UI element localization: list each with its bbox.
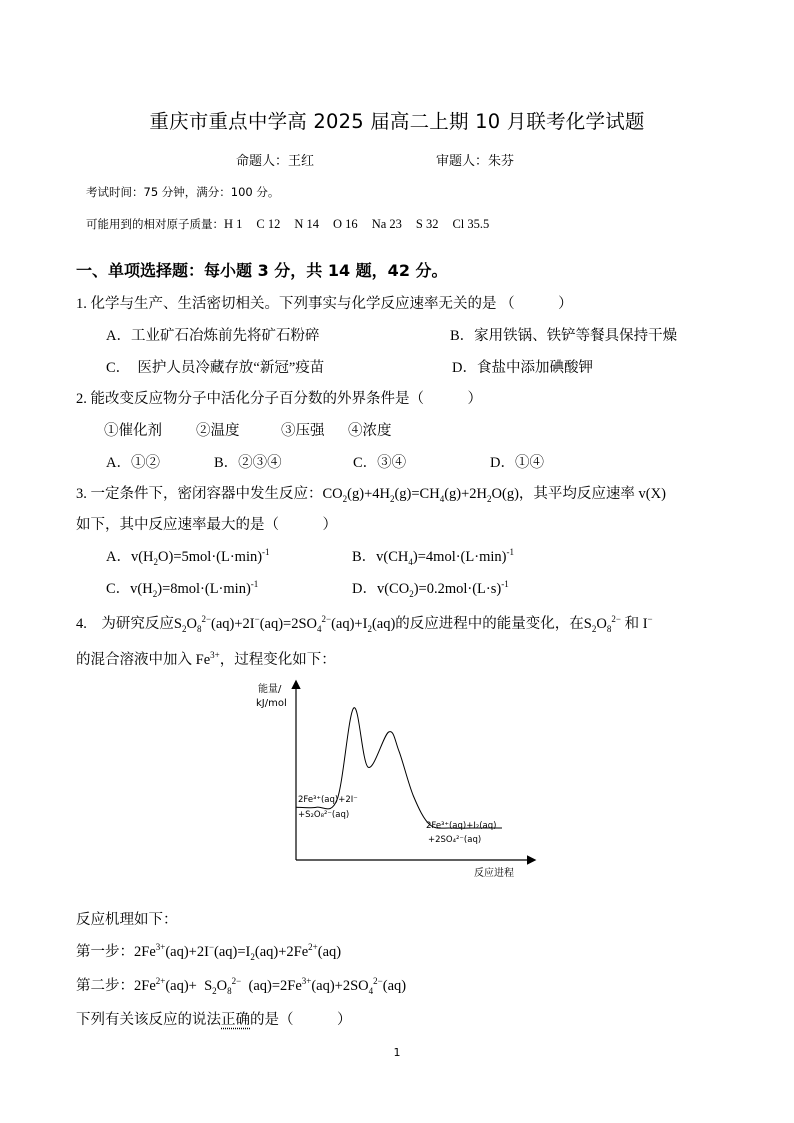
- q4-line2-suffix: ，过程变化如下：: [219, 652, 336, 668]
- q3-option-d: D．$v(CO_2)=0.2mol\cdot(L\cdot s)^{-1}$: [352, 579, 509, 599]
- q4-ion: $S_2O_8^{2-}$: [583, 614, 621, 634]
- q3-stem-prefix: 3. 一定条件下，密闭容器中发生反应：: [76, 486, 323, 502]
- products-label: 2Fe³⁺(aq)+I₂(aq): [426, 821, 497, 831]
- q1-option-a: A．工业矿石冶炼前先将矿石粉碎: [106, 328, 320, 344]
- exam-info: 考试时间：75 分钟，满分：100 分。: [86, 185, 280, 199]
- mass-item: N 14: [294, 217, 320, 231]
- page-title: 重庆市重点中学高 2025 届高二上期 10 月联考化学试题: [149, 110, 645, 133]
- step2-label: 第二步：: [76, 978, 134, 994]
- q3-equation: $CO_2(g)+4H_2(g)=CH_4(g)+2H_2O(g)$: [322, 486, 519, 504]
- step1-equation: $2Fe^{3+}(aq)+2I^-(aq)=I_2(aq)+2Fe^{2+}(aq)$: [134, 942, 342, 962]
- page-number: 1: [393, 1046, 401, 1059]
- q4-line2-prefix: 的混合溶液中加入 Fe: [76, 652, 211, 668]
- step2-equation: $2Fe^{2+}(aq)+ S_2O_8^{2-}$ $(aq)=2Fe^{3+}(aq)+2SO_4^{2-}(aq)$: [134, 976, 407, 996]
- q3-stem-line1: [76, 482, 666, 503]
- q4-prefix: 4. 为研究反应: [76, 616, 174, 632]
- reactants-label: 2Fe³⁺(aq)+2I⁻: [298, 795, 358, 805]
- q1-option-c: C． 医护人员冷藏存放“新冠”疫苗: [106, 360, 325, 376]
- mass-item: H 1: [224, 217, 243, 231]
- q4-stem-line1: [76, 612, 653, 633]
- q4-question-text: 下列有关该反应的说法: [76, 1012, 221, 1028]
- q3-option-c: C．$v(H_2)=8mol\cdot(L\cdot\min)^{-1}$: [106, 579, 259, 599]
- q4-middle: 的反应进程中的能量变化，在: [395, 616, 584, 632]
- mass-item: S 32: [415, 217, 439, 231]
- authors-line: [236, 150, 514, 169]
- q2-option-d: D．①④: [490, 455, 544, 471]
- mass-item: C 12: [256, 217, 281, 231]
- q2-item: ①催化剂: [104, 423, 162, 439]
- y-axis-label: 能量/: [258, 684, 282, 695]
- energy-diagram-svg: [240, 676, 540, 882]
- q2-option-a: A．①②: [106, 455, 160, 471]
- x-axis-label: 反应进程: [474, 868, 514, 879]
- mechanism-title: 反应机理如下：: [76, 912, 178, 928]
- atomic-mass-label: 可能用到的相对原子质量：: [86, 217, 224, 231]
- q4-ion-iodide: I−: [642, 614, 653, 632]
- q4-question: [76, 1008, 352, 1029]
- step2: [76, 974, 406, 995]
- q3-stem-suffix: ，其平均反应速率 v(X): [518, 486, 666, 502]
- q4-and: 和: [624, 616, 640, 632]
- mass-item: Na 23: [371, 217, 402, 231]
- q1-option-d: D．食盐中添加碘酸钾: [452, 360, 593, 376]
- energy-diagram: [240, 676, 540, 887]
- q2-item: ②温度: [196, 423, 240, 439]
- q4-equation: $S_2O_8^{2-}(aq)+2I^-(aq)=2SO_4^{2-}(aq)+I_2(aq)$: [173, 614, 396, 634]
- setter: 命题人：王红: [236, 154, 315, 169]
- mass-item: Cl 35.5: [452, 217, 490, 231]
- q3-stem-line2: 如下，其中反应速率最大的是（ ）: [76, 517, 337, 533]
- q4-question-end: 的是（ ）: [250, 1012, 352, 1028]
- reviewer: 审题人：朱芬: [436, 154, 515, 169]
- reactants-label-line2: +S₂O₈²⁻(aq): [298, 810, 350, 820]
- q2-item: ③压强: [281, 423, 325, 439]
- y-axis-label-unit: kJ/mol: [256, 698, 287, 709]
- q3-option-a: A．$v(H_2O)=5mol\cdot(L\cdot\min)^{-1}$: [106, 547, 270, 567]
- mass-item: O 16: [333, 217, 358, 231]
- section-title: 一、单项选择题：每小题 3 分，共 14 题，42 分。: [76, 261, 448, 280]
- q1-stem: 1. 化学与生产、生活密切相关。下列事实与化学反应速率无关的是 （ ）: [76, 296, 573, 312]
- atomic-mass-line: [86, 216, 503, 232]
- q4-question-emphasis: 正确: [221, 1012, 250, 1028]
- products-label-line2: +2SO₄²⁻(aq): [428, 835, 482, 845]
- q2-stem: 2. 能改变反应物分子中活化分子百分数的外界条件是（ ）: [76, 391, 482, 407]
- q2-item: ④浓度: [348, 423, 392, 439]
- q1-option-b: B．家用铁锅、铁铲等餐具保持干燥: [450, 328, 678, 344]
- q2-option-c: C．③④: [353, 455, 407, 471]
- q2-option-b: B．②③④: [214, 455, 282, 471]
- q4-stem-line2: 的混合溶液中加入 $Fe^{3+}$，过程变化如下：: [76, 650, 336, 668]
- step1: [76, 940, 341, 961]
- q3-option-b: B．$v(CH_4)=4mol\cdot(L\cdot\min)^{-1}$: [352, 547, 514, 567]
- step1-label: 第一步：: [76, 944, 134, 960]
